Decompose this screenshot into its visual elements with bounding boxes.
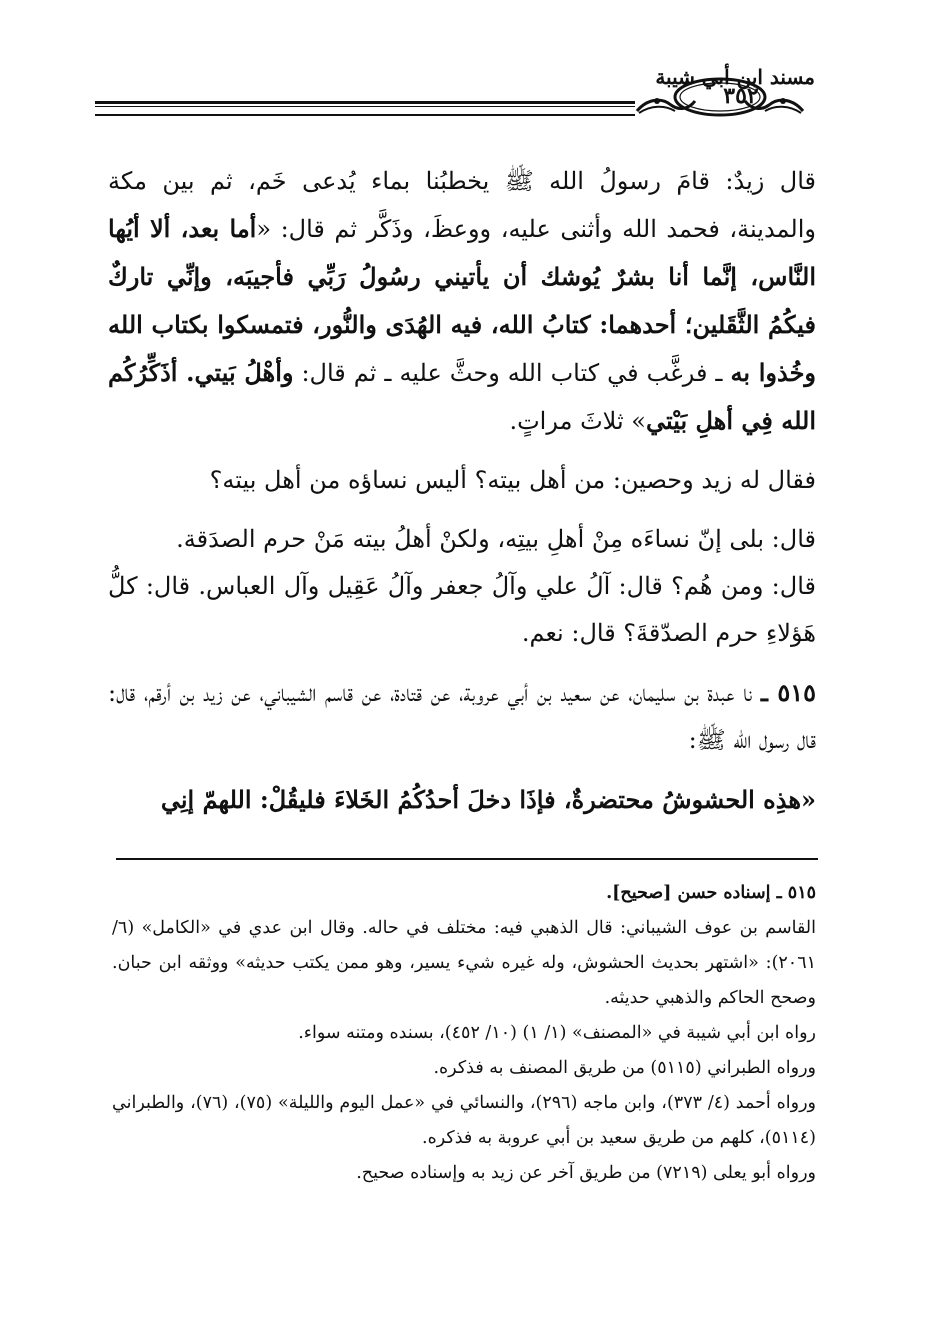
paragraph-question: فقال له زيد وحصين: من أهل بيته؟ أليس نساؤه من أهل بيته؟ bbox=[209, 466, 816, 494]
footnote-source-4: ورواه أبو يعلى (٧٢١٩) من طريق آخر عن زيد به وإسناده صحيح. bbox=[356, 1163, 816, 1183]
page-header bbox=[95, 55, 815, 125]
footnote-heading: ٥١٥ ـ إسناده حسن [صحيح]. bbox=[606, 883, 816, 903]
hadith-quote-segment: أما بعد، ألا أيُها النَّاس، إنَّما أنا بشرٌ يُوشك أن يأتيني رسُولُ رَبِّي فأجيبَه، وإنِّي تاركٌ فيكُمُ الثَّقَلين؛ أحدهما: كتابُ الله، فيه الهُدَى والنُّور، فتمسكوا بكتاب الله وخُذوا به bbox=[108, 214, 817, 387]
book-title: مسند ابن أبي شيبة bbox=[655, 65, 815, 89]
footnote-divider bbox=[116, 858, 818, 860]
footnote-source-2: ورواه الطبراني (٥١١٥) من طريق المصنف به فذكره. bbox=[433, 1058, 816, 1078]
paragraph-hadith-matn: «هذِه الحشوشُ محتضرةٌ، فإذَا دخلَ أحدُكُمُ الخَلاءَ فليقُلْ: اللهمّ إنِي bbox=[160, 785, 816, 814]
narration-segment: » ثلاثَ مراتٍ. bbox=[509, 407, 646, 435]
paragraph-answer: قال: بلى إنّ نساءَه مِنْ أهلِ بيتِه، ولكنْ أهلُ بيته مَنْ حرم الصدَقة. bbox=[176, 525, 816, 553]
paragraph-hadith-515 bbox=[108, 669, 816, 764]
page-number: ٣٥٢ bbox=[723, 83, 759, 109]
narration-segment: ـ فرغَّب في كتاب الله وحثَّ عليه ـ ثم قال: bbox=[293, 359, 731, 387]
hadith-quote-segment: وأهْلُ بَيتي. أذَكِّرُكُم الله فِي أهلِ بَيْتي bbox=[108, 358, 816, 435]
hadith-isnad: نا عبدة بن سليمان، عن سعيد بن أبي عروبة، عن قتادة، عن قاسم الشيباني، عن زيد بن أرقم، قال: قال رسول الله ﷺ: bbox=[108, 679, 816, 754]
main-text bbox=[108, 158, 816, 823]
narration-segment: قال زيدٌ: قامَ رسولُ الله ﷺ يخطبُنا بماء يُدعى خَم، ثم بين مكة والمدينة، فحمد الله وأثنى عليه، ووعظَ، وذَكَّر ثم قال: « bbox=[108, 167, 816, 243]
footnote-source-1: رواه ابن أبي شيبة في «المصنف» (١/ ١) (١٠/ ٤٥٢)، بسنده ومتنه سواء. bbox=[298, 1023, 816, 1043]
paragraph-ahl-albayt: قال: ومن هُم؟ قال: آلُ علي وآلُ جعفر وآلُ عَقِيل وآل العباس. قال: كلُّ هَؤلاءِ حرم الصدّقةَ؟ قال: نعم. bbox=[108, 572, 816, 647]
header-rule bbox=[95, 101, 635, 116]
paragraph-hadith-thaqalayn bbox=[108, 158, 816, 445]
footnote-narrator: القاسم بن عوف الشيباني: قال الذهبي فيه: مختلف في حاله. وقال ابن عدي في «الكامل» (٦/ ٢٠٦١): «اشتهر بحديث الحشوش، وله غيره شيء يسير، وهو ممن يكتب حديثه» ووثقه ابن حبان. وصحح الحاكم والذهبي حديثه. bbox=[112, 918, 816, 1008]
footnotes bbox=[112, 876, 816, 1191]
footnote-source-3: ورواه أحمد (٤/ ٣٧٣)، وابن ماجه (٢٩٦)، والنسائي في «عمل اليوم والليلة» (٧٥)، (٧٦)، والطبراني (٥١١٤)، كلهم من طريق سعيد بن أبي عروبة به فذكره. bbox=[112, 1093, 816, 1148]
hadith-number: ٥١٥ ـ bbox=[760, 678, 816, 707]
